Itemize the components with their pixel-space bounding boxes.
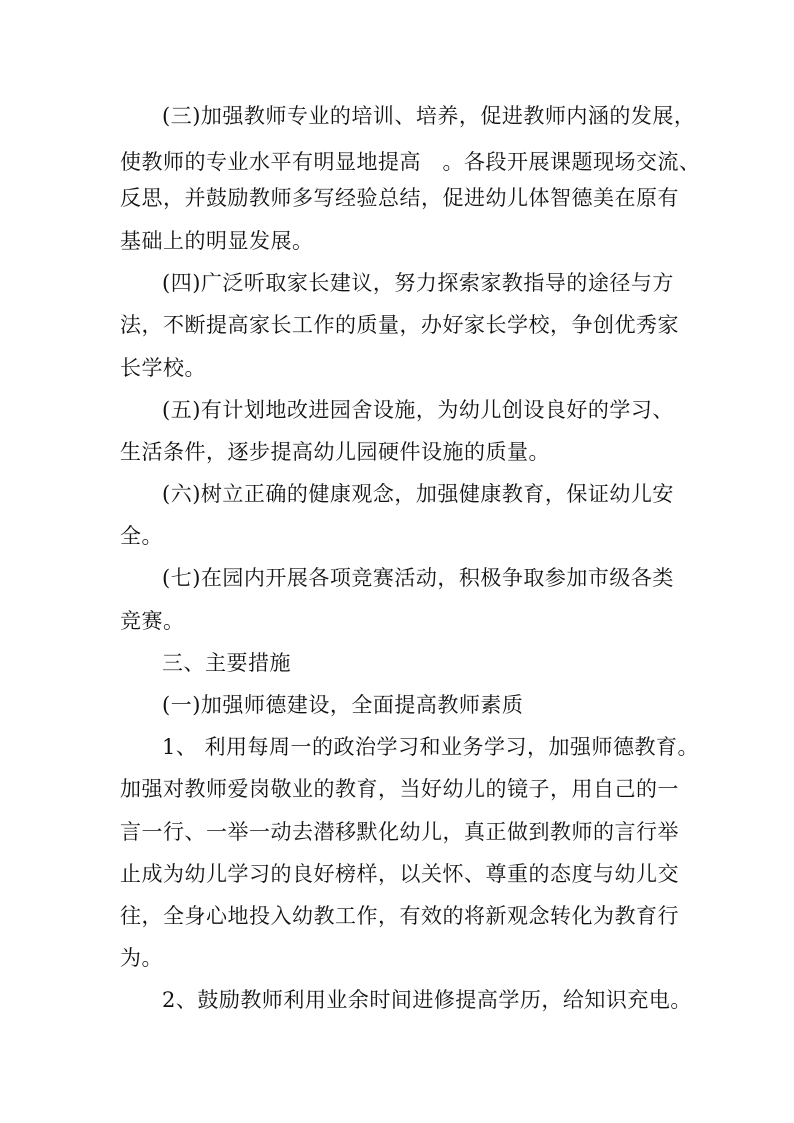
paragraph-3-line-3: 反思，并鼓励教师多写经验总结，促进幼儿体智德美在原有 [120,186,679,210]
item-2-line-1: 2、鼓励教师利用业余时间进修提高学历，给知识充电。 [162,988,692,1012]
item-1-line-4: 止成为幼儿学习的良好榜样，以关怀、尊重的态度与幼儿交 [120,862,679,886]
paragraph-3-line-4: 基础上的明显发展。 [120,229,314,253]
item-1-line-5: 往，全身心地投入幼教工作，有效的将新观念转化为教育行 [120,904,679,928]
paragraph-6-line-1: (六)树立正确的健康观念，加强健康教育，保证幼儿安 [162,482,674,506]
paragraph-4-line-1: (四)广泛听取家长建议，努力探索家教指导的途径与方 [162,271,674,295]
paragraph-3-line-1: (三)加强教师专业的培训、培养，促进教师内涵的发展， [162,104,696,128]
item-1-line-3: 言一行、一举一动去潜移默化幼儿，真正做到教师的言行举 [120,820,679,844]
paragraph-7-line-1: (七)在园内开展各项竞赛活动，积极争取参加市级各类 [162,566,674,590]
paragraph-4-line-2: 法，不断提高家长工作的质量，办好家长学校，争创优秀家 [120,313,679,337]
paragraph-7-line-2: 竞赛。 [120,609,185,633]
item-1-line-2: 加强对教师爱岗敬业的教育，当好幼儿的镜子，用自己的一 [120,777,679,801]
paragraph-4-line-3: 长学校。 [120,356,206,380]
item-1-line-1: 1、 利用每周一的政治学习和业务学习，加强师德教育。 [162,735,700,759]
section-heading: 三、主要措施 [162,651,291,675]
paragraph-5-line-2: 生活条件，逐步提高幼儿园硬件设施的质量。 [120,440,550,464]
item-1-line-6: 为。 [120,946,163,970]
paragraph-3-line-2: 使教师的专业水平有明显地提高 。各段开展课题现场交流、 [120,150,701,174]
paragraph-6-line-2: 全。 [120,524,163,548]
paragraph-5-line-1: (五)有计划地改进园舍设施，为幼儿创设良好的学习、 [162,398,674,422]
subsection-heading: (一)加强师德建设，全面提高教师素质 [162,693,524,717]
